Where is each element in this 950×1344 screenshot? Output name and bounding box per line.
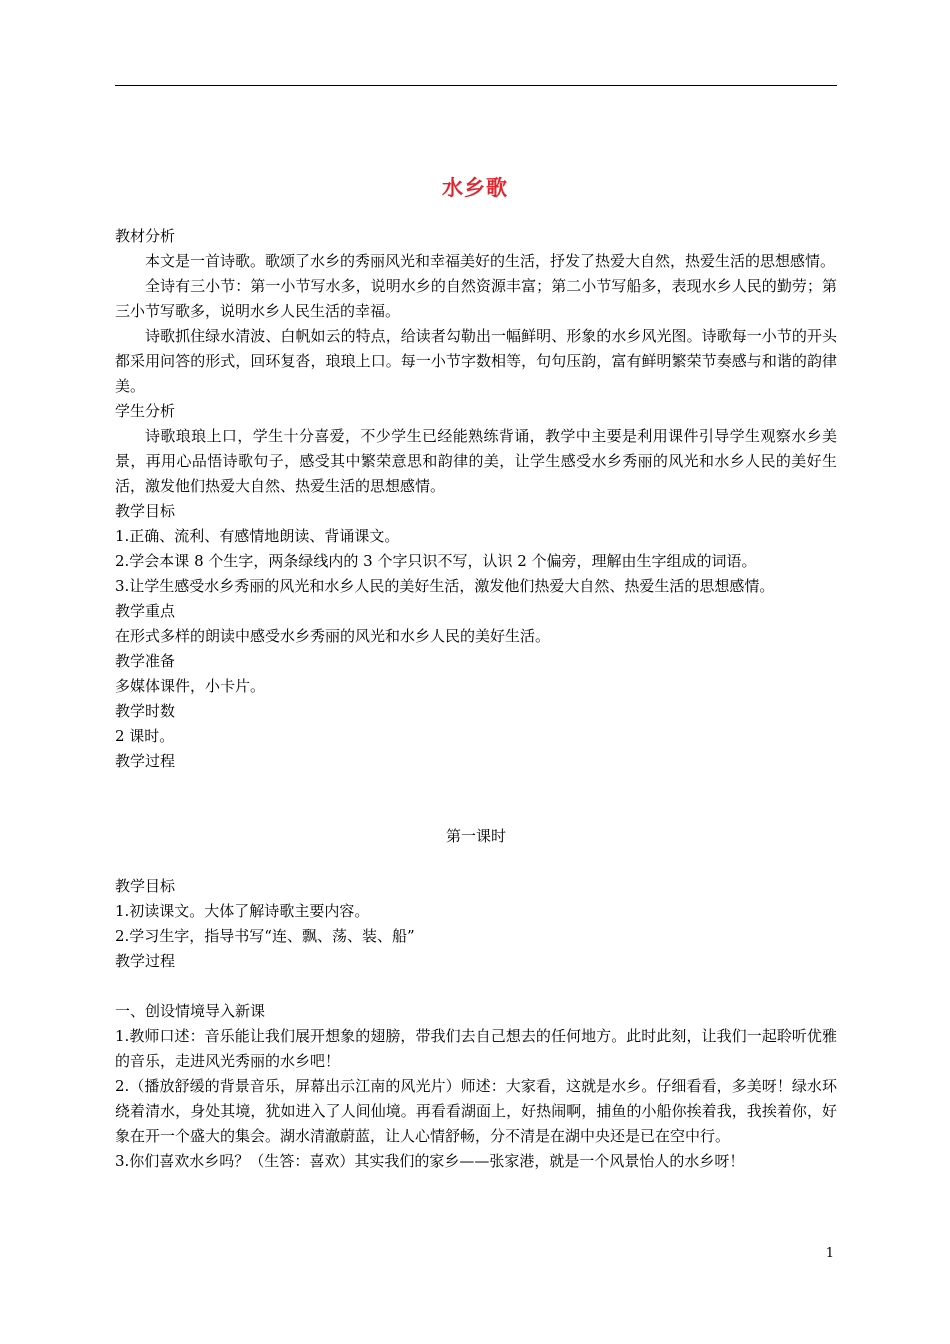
paragraph-student-1: 诗歌琅琅上口，学生十分喜爱，不少学生已经能熟练背诵，教学中主要是利用课件引导学生观察水乡美景，再用心品悟诗歌句子，感受其中繁荣意思和韵律的美，让学生感受水乡秀丽的风光和水乡人民的美好生活，激发他们热爱大自然、热爱生活的思想感情。 [115, 427, 837, 495]
step-item: 1.教师口述：音乐能让我们展开想象的翅膀，带我们去自己想去的任何地方。此时此刻，让我们一起聆听优雅的音乐，走进风光秀丽的水乡吧！ [115, 1027, 837, 1070]
step-item: 3.你们喜欢水乡吗？（生答：喜欢）其实我们的家乡——张家港，就是一个风景怡人的水乡呀！ [115, 1152, 745, 1170]
lesson-title: 第一课时 [445, 827, 506, 845]
section-heading-goals: 教学目标 [115, 502, 176, 520]
section-heading-material: 教材分析 [115, 227, 176, 245]
paragraph-material-1: 本文是一首诗歌。歌颂了水乡的秀丽风光和幸福美好的生活，抒发了热爱大自然，热爱生活的思想感情。 [145, 252, 836, 270]
page-number: 1 [825, 1246, 834, 1261]
document-body [115, 224, 837, 1174]
section-heading-student: 学生分析 [115, 402, 176, 420]
paragraph-material-3: 诗歌抓住绿水清波、白帆如云的特点，给读者勾勒出一幅鲜明、形象的水乡风光图。诗歌每一小节的开头都采用问答的形式，回环复沓，琅琅上口。每一小节字数相等，句句压韵，富有鲜明繁荣节奏感与和谐的韵律美。 [115, 327, 837, 395]
prep-text: 多媒体课件，小卡片。 [115, 677, 266, 695]
section-heading-prep: 教学准备 [115, 652, 176, 670]
document-title: 水乡歌 [442, 175, 508, 200]
focus-text: 在形式多样的朗读中感受水乡秀丽的风光和水乡人民的美好生活。 [115, 627, 551, 645]
hours-text: 2 课时。 [115, 727, 175, 745]
spacer [115, 774, 837, 824]
step-heading: 一、创设情境导入新课 [115, 1002, 266, 1020]
header-rule [115, 85, 837, 86]
section-heading-focus: 教学重点 [115, 602, 176, 620]
goal-item: 1.正确、流利、有感情地朗读、背诵课文。 [115, 527, 400, 545]
paragraph-material-2: 全诗有三小节：第一小节写水多，说明水乡的自然资源丰富；第二小节写船多，表现水乡人民的勤劳；第三小节写歌多，说明水乡人民生活的幸福。 [115, 277, 837, 320]
spacer [115, 849, 837, 874]
step-item: 2.（播放舒缓的背景音乐，屏幕出示江南的风光片）师述：大家看，这就是水乡。仔细看看，多美呀！绿水环绕着清水，身处其境，犹如进入了人间仙境。再看看湖面上，好热闹啊，捕鱼的小船你挨着我，我挨着你，好象在开一个盛大的集会。湖水清澈蔚蓝，让人心情舒畅，分不清是在湖中央还是已在空中行。 [115, 1077, 837, 1145]
goal-item: 2.学会本课 8 个生字，两条绿线内的 3 个字只识不写，认识 2 个偏旁，理解由生字组成的词语。 [115, 552, 757, 570]
section-heading-hours: 教学时数 [115, 702, 176, 720]
goal-item: 3.让学生感受水乡秀丽的风光和水乡人民的美好生活，激发他们热爱大自然、热爱生活的思想感情。 [115, 577, 775, 595]
lesson-process-heading: 教学过程 [115, 952, 176, 970]
section-heading-process: 教学过程 [115, 752, 176, 770]
spacer [115, 974, 837, 999]
lesson-goal-item: 1.初读课文。大体了解诗歌主要内容。 [115, 902, 370, 920]
lesson-goals-heading: 教学目标 [115, 877, 176, 895]
lesson-goal-item: 2.学习生字，指导书写“连、飘、荡、装、船” [115, 927, 415, 945]
